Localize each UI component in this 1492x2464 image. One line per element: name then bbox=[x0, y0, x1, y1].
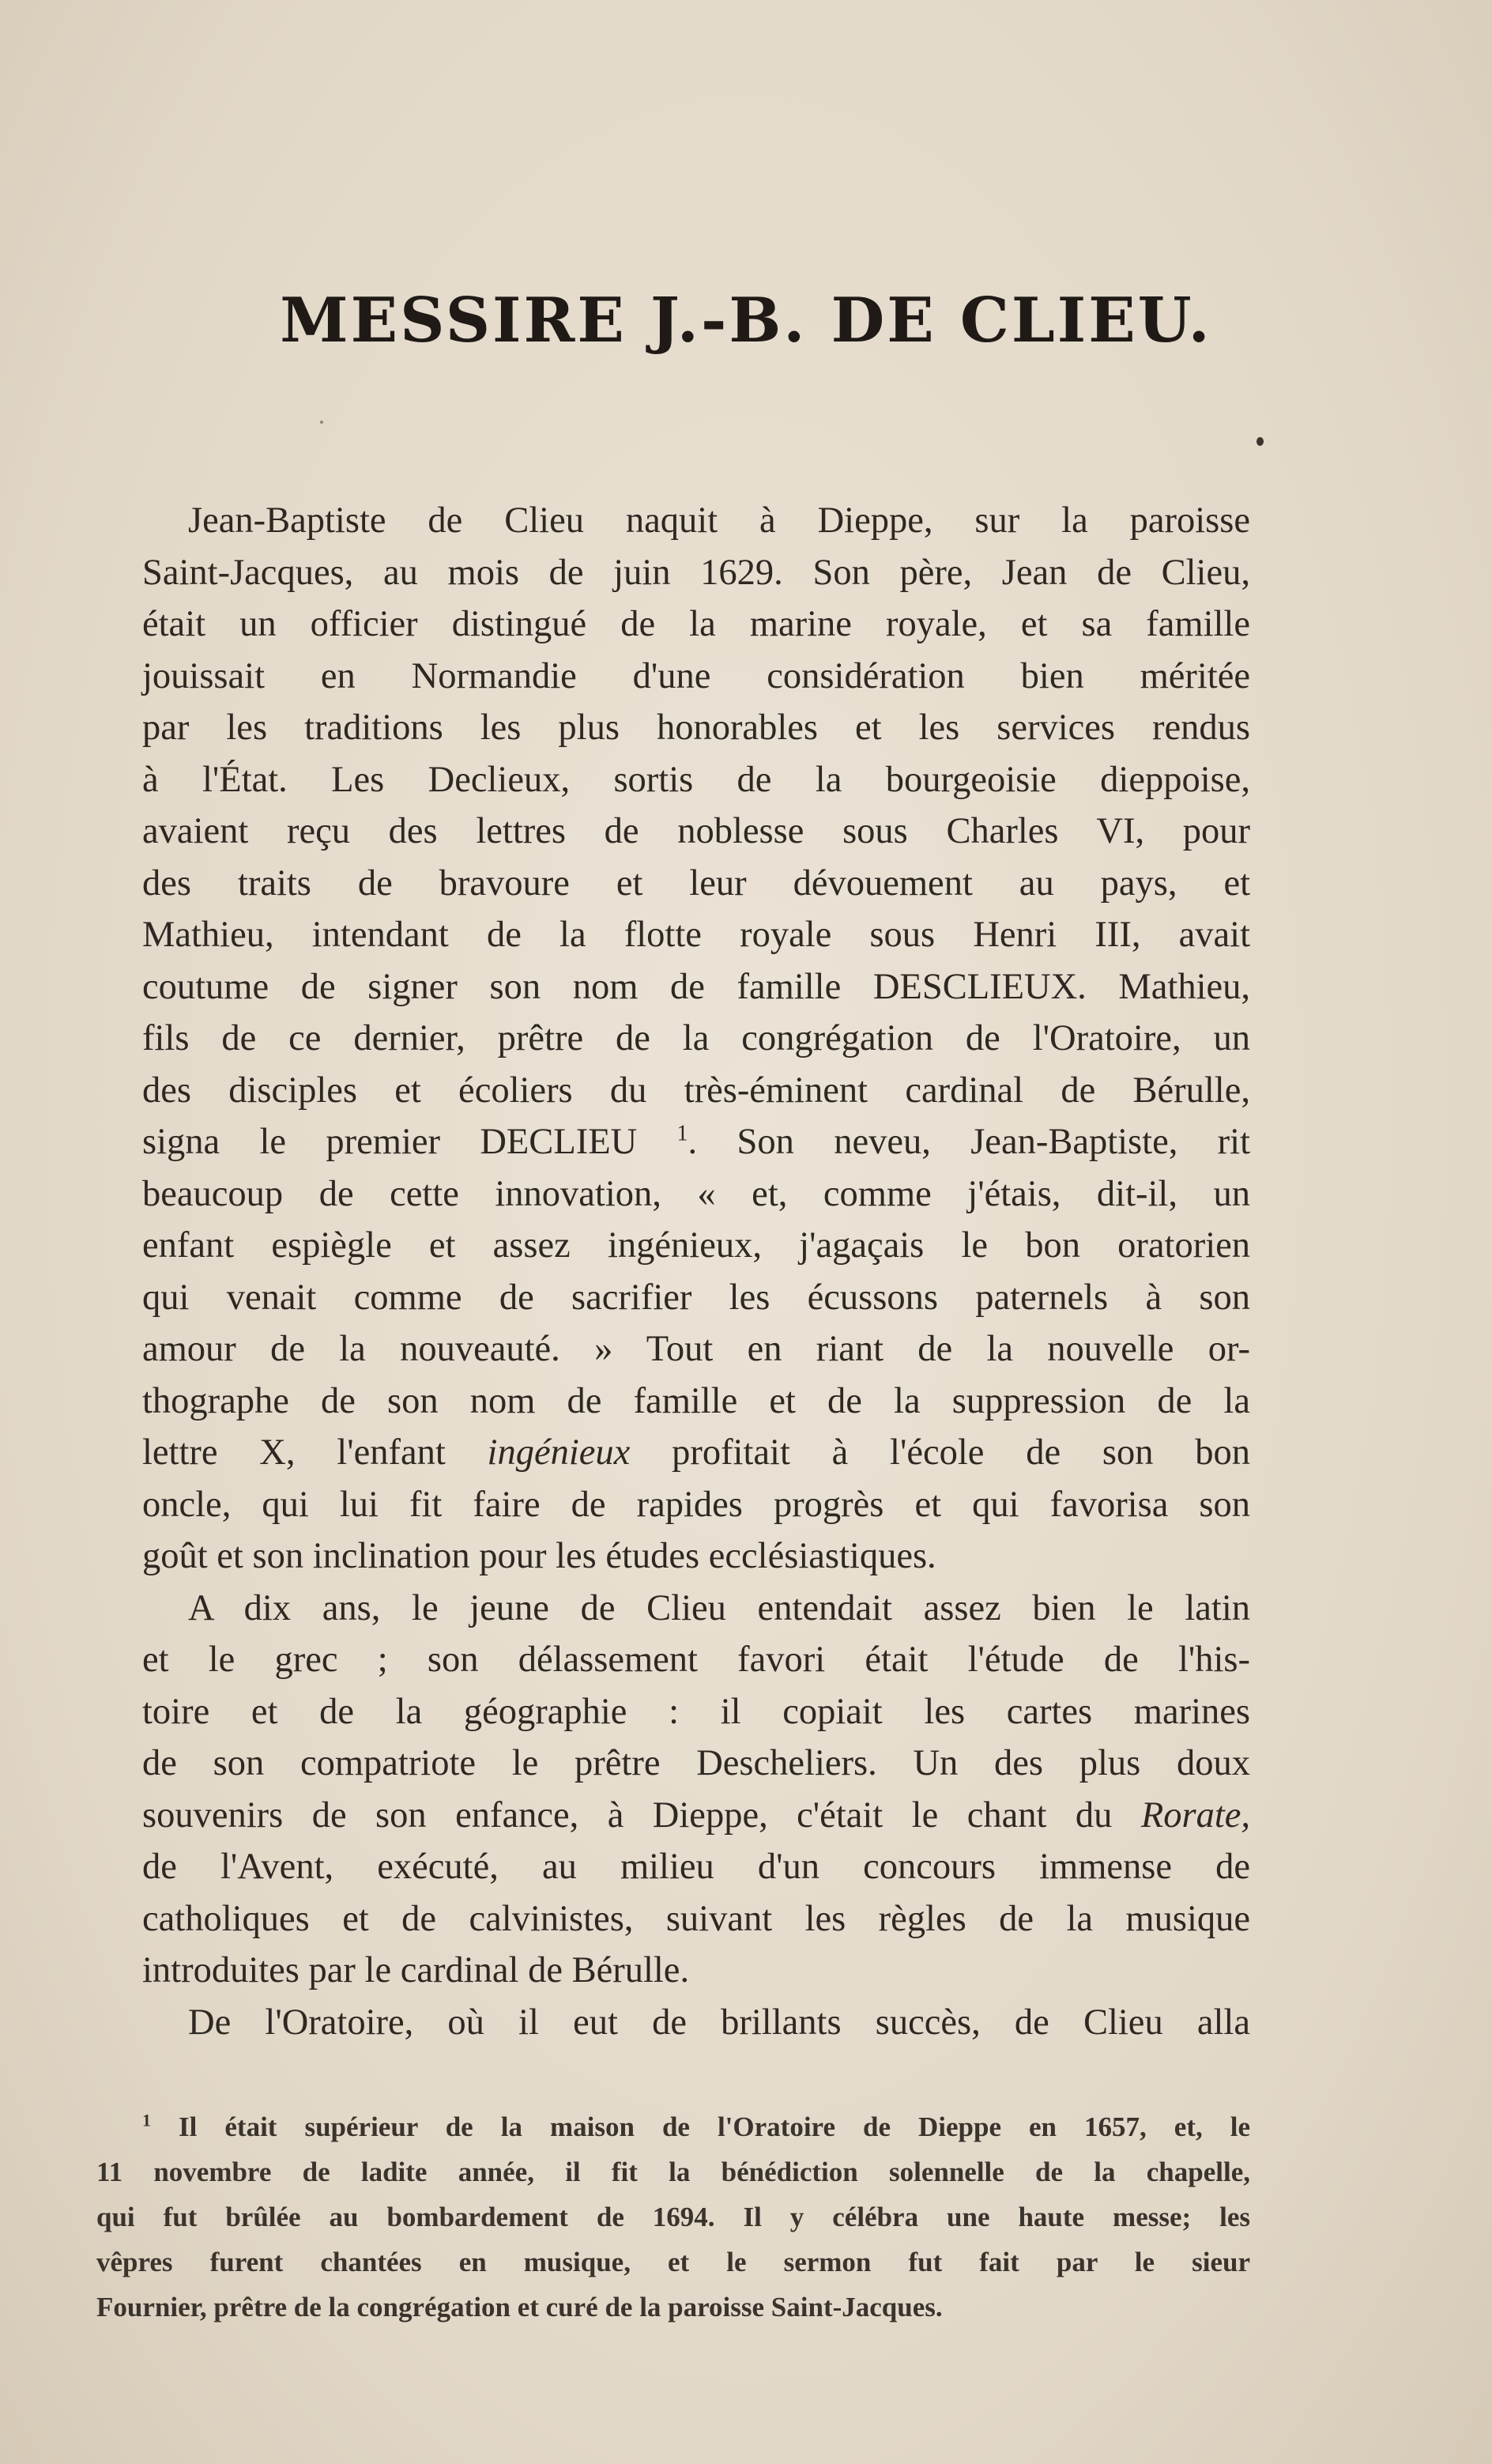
text-line-with-footnote bbox=[96, 1116, 1250, 1168]
text-line: Saint-Jacques, au mois de juin 1629. Son père, Jean de Clieu, bbox=[142, 552, 1250, 593]
text-line: était un officier distingué de la marine royale, et sa famille bbox=[142, 604, 1250, 644]
text-line-with-italic bbox=[96, 1790, 1250, 1842]
text-line: beaucoup de cette innovation, « et, comme j'étais, dit-il, un bbox=[142, 1173, 1250, 1214]
chapter-title: MESSIRE J.-B. DE CLIEU. bbox=[280, 285, 1212, 357]
text-line: De l'Oratoire, où il eut de brillants succès, de Clieu alla bbox=[188, 2002, 1250, 2043]
footnote-line: 11 novembre de ladite année, il fit la bénédiction solennelle de la chapelle, bbox=[96, 2156, 1250, 2187]
text-line: qui venait comme de sacrifier les écussons paternels à son bbox=[142, 1277, 1250, 1318]
footnote-marker: 1 bbox=[142, 2110, 151, 2130]
text-line: des traits de bravoure et leur dévouement au pays, et bbox=[142, 862, 1250, 904]
text-line: coutume de signer son nom de famille DESCLIEUX. Mathieu, bbox=[142, 966, 1250, 1007]
text-segment: Il était supérieur de la maison de l'Oratoire de Dieppe en 1657, et, le bbox=[179, 2111, 1250, 2142]
footnote bbox=[96, 2104, 1250, 2330]
text-line: toire et de la géographie : il copiait les cartes marines bbox=[142, 1691, 1250, 1732]
footnote-line bbox=[96, 2104, 1250, 2149]
text-segment: profitait à l'école de son bon bbox=[630, 1432, 1250, 1473]
paragraph-1 bbox=[96, 495, 1250, 1583]
text-line: fils de ce dernier, prêtre de la congrégation de l'Oratoire, un bbox=[142, 1018, 1250, 1058]
text-line: et le grec ; son délassement favori était l'étude de l'his- bbox=[142, 1640, 1250, 1680]
paragraph-3 bbox=[96, 1997, 1250, 2049]
text-line: jouissait en Normandie d'une considération bien méritée bbox=[142, 655, 1250, 696]
text-line: Jean-Baptiste de Clieu naquit à Dieppe, sur la paroisse bbox=[188, 500, 1250, 541]
text-segment: signa le premier DECLIEU bbox=[142, 1122, 638, 1162]
text-segment: . Son neveu, Jean-Baptiste, rit bbox=[688, 1122, 1250, 1162]
text-line: par les traditions les plus honorables et les services rendus bbox=[142, 708, 1250, 748]
body-text bbox=[96, 495, 1250, 2048]
text-line: de son compatriote le prêtre Descheliers. Un des plus doux bbox=[142, 1743, 1250, 1783]
text-line: A dix ans, le jeune de Clieu entendait assez bien le latin bbox=[188, 1587, 1250, 1628]
italic-word: ingénieux bbox=[487, 1432, 631, 1473]
text-segment: lettre X, l'enfant bbox=[142, 1432, 446, 1473]
ink-speck bbox=[320, 421, 323, 424]
footnote-reference: 1 bbox=[676, 1121, 688, 1146]
italic-word: Rorate, bbox=[1140, 1794, 1250, 1836]
text-line: goût et son inclination pour les études ecclésiastiques. bbox=[142, 1536, 936, 1576]
text-line: avaient reçu des lettres de noblesse sous Charles VI, pour bbox=[142, 811, 1250, 851]
text-line: des disciples et écoliers du très-éminent cardinal de Bérulle, bbox=[142, 1070, 1250, 1111]
text-line: oncle, qui lui fit faire de rapides progrès et qui favorisa son bbox=[142, 1484, 1250, 1525]
footnote-line: vêpres furent chantées en musique, et le sermon fut fait par le sieur bbox=[96, 2247, 1250, 2277]
text-line-with-italic bbox=[96, 1427, 1250, 1479]
text-line: amour de la nouveauté. » Tout en riant de la nouvelle or- bbox=[142, 1329, 1250, 1369]
text-line: enfant espiègle et assez ingénieux, j'agaçais le bon oratorien bbox=[142, 1225, 1250, 1266]
text-line: introduites par le cardinal de Bérulle. bbox=[142, 1950, 690, 1990]
footnote-line: Fournier, prêtre de la congrégation et curé de la paroisse Saint-Jacques. bbox=[96, 2292, 943, 2322]
text-line: catholiques et de calvinistes, suivant les règles de la musique bbox=[142, 1898, 1250, 1939]
text-line: à l'État. Les Declieux, sortis de la bourgeoisie dieppoise, bbox=[142, 759, 1250, 800]
text-line: de l'Avent, exécuté, au milieu d'un concours immense de bbox=[142, 1847, 1250, 1887]
text-segment: souvenirs de son enfance, à Dieppe, c'était le chant du bbox=[142, 1794, 1113, 1836]
text-line: Mathieu, intendant de la flotte royale sous Henri III, avait bbox=[142, 915, 1250, 955]
text-line: thographe de son nom de famille et de la suppression de la bbox=[142, 1380, 1250, 1421]
footnote-line: qui fut brûlée au bombardement de 1694. Il y célébra une haute messe; les bbox=[96, 2202, 1250, 2232]
ink-speck bbox=[1257, 437, 1264, 446]
paragraph-2 bbox=[96, 1583, 1250, 1997]
